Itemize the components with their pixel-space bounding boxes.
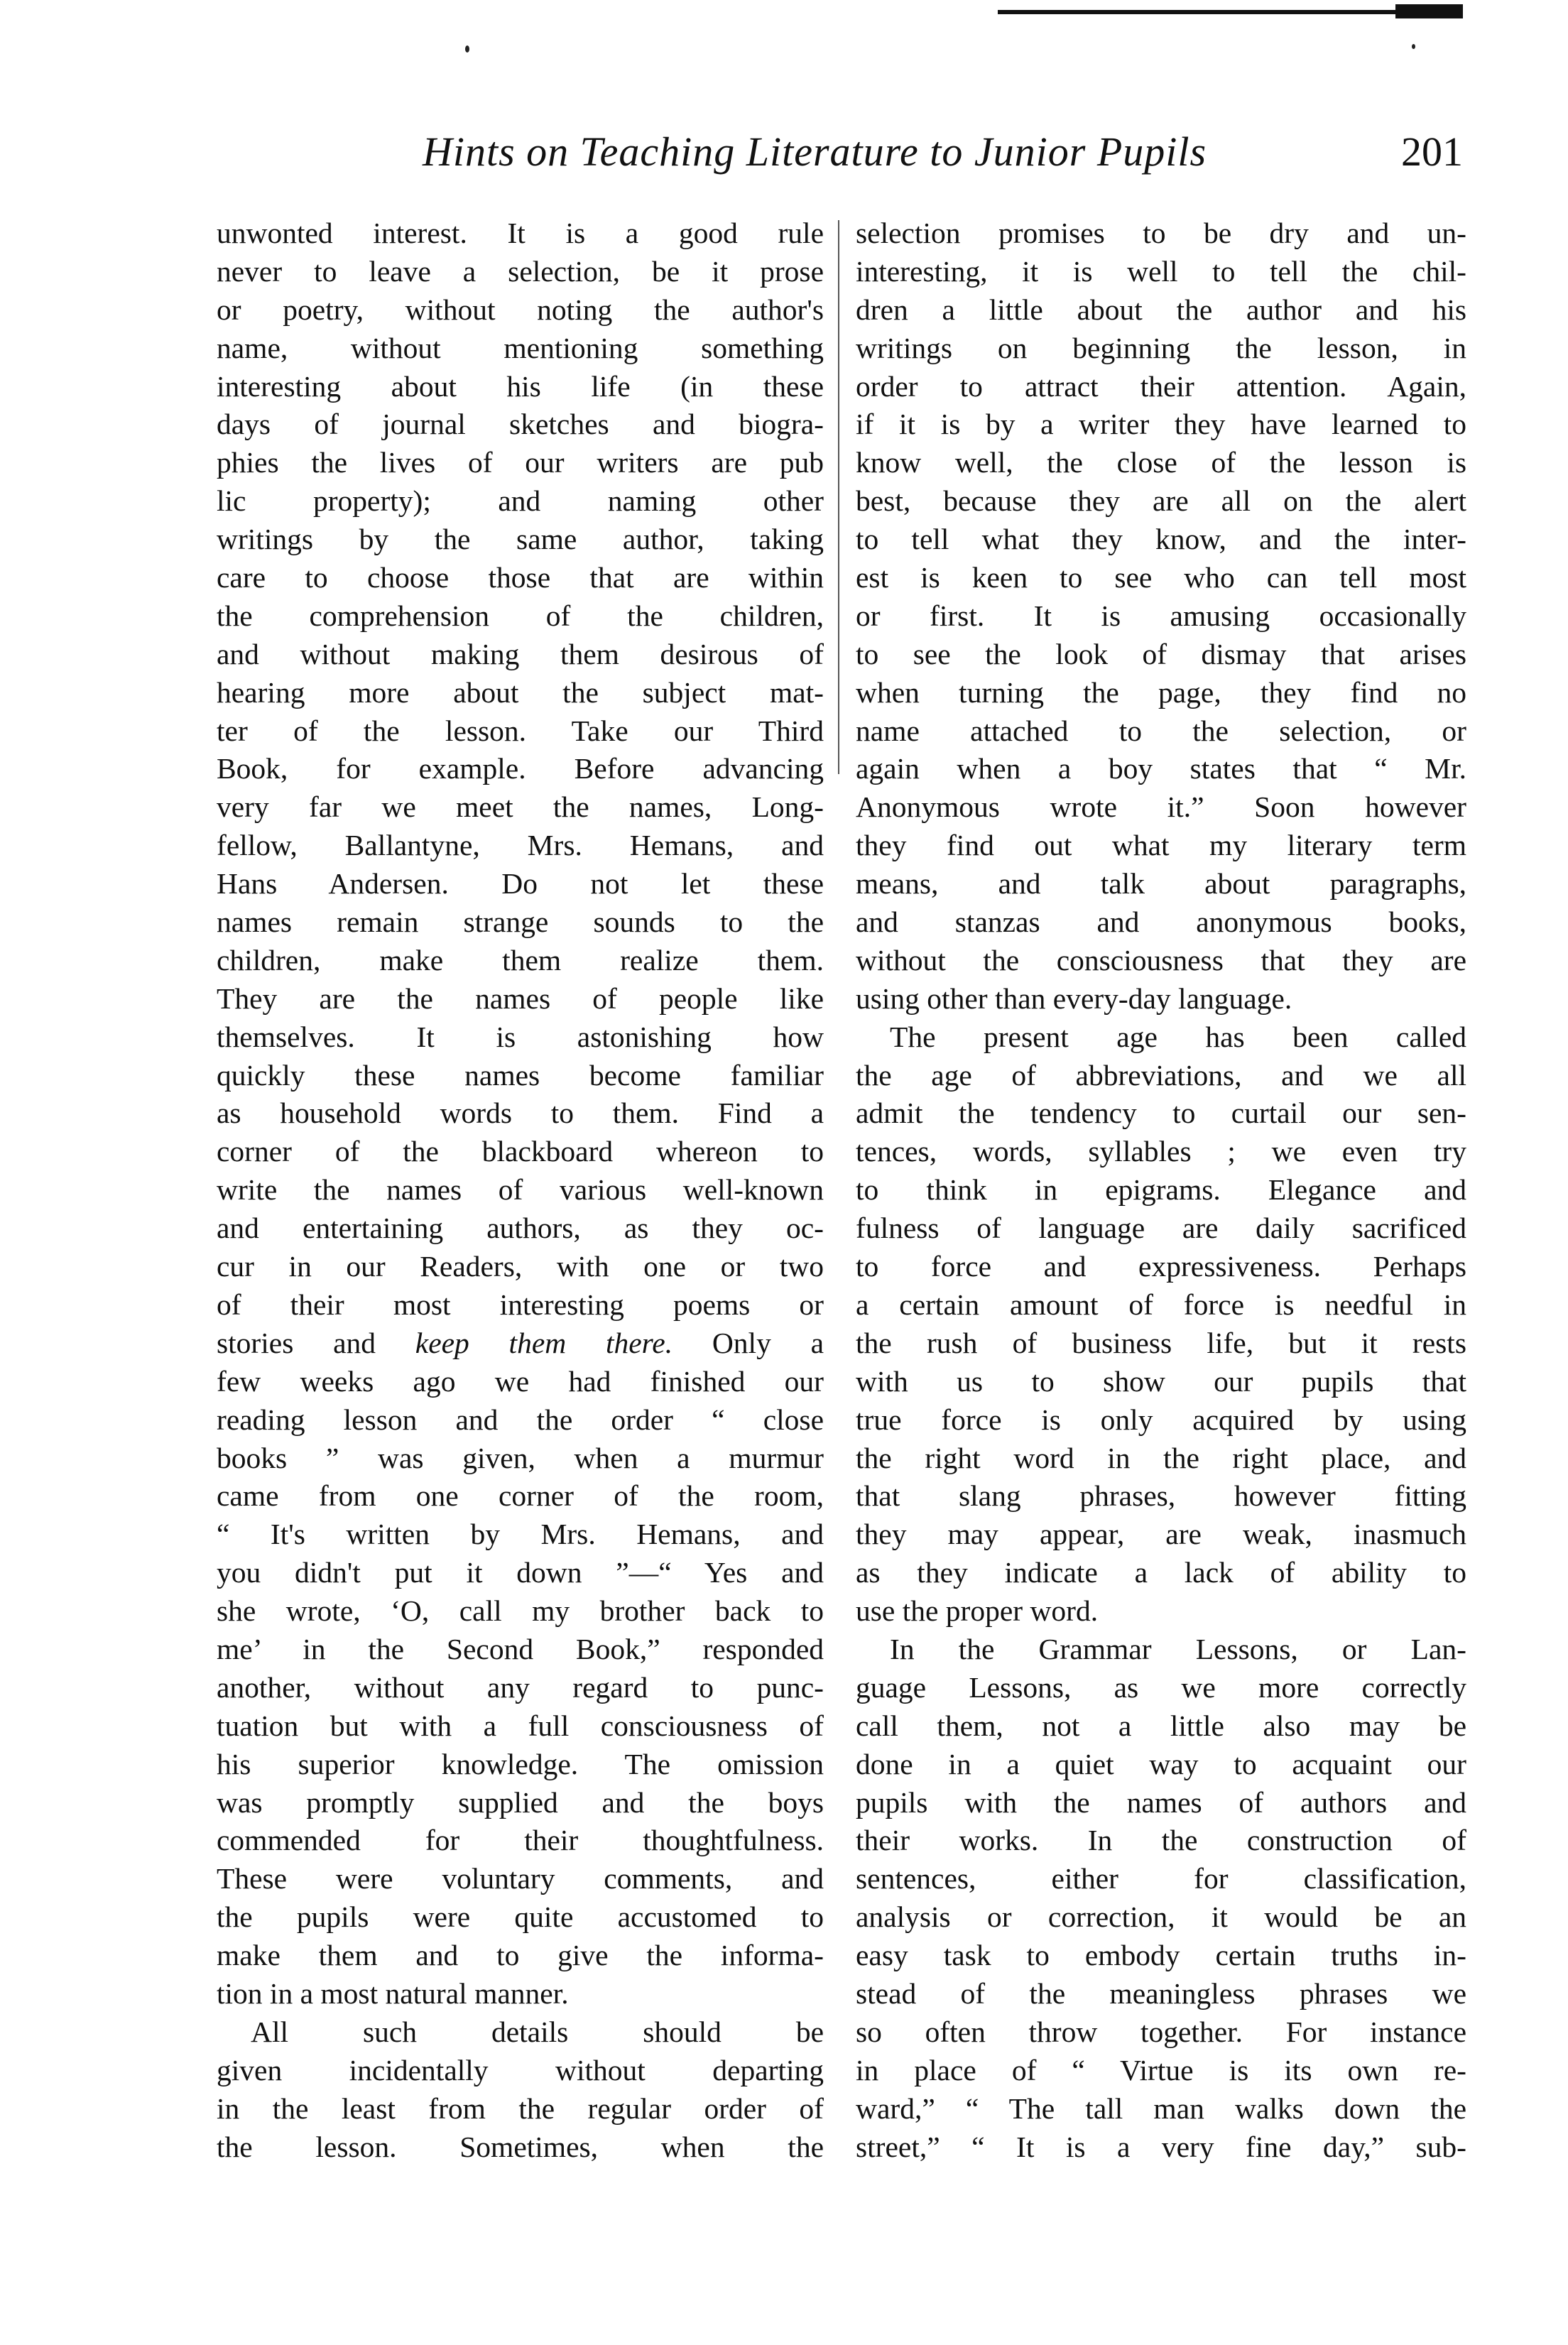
text-line: or first. It is amusing occasionally	[856, 599, 1466, 632]
text-line: easy task to embody certain truths in-	[856, 1939, 1466, 1972]
text-line: so often throw together. For instance	[856, 2015, 1466, 2048]
text-line: given incidentally without departing	[217, 2053, 824, 2086]
text-line: interesting about his life (in these	[217, 369, 824, 403]
text-line: know well, the close of the lesson is	[856, 446, 1466, 479]
text-line: corner of the blackboard whereon to	[217, 1135, 824, 1168]
text-line: hearing more about the subject mat-	[217, 675, 824, 709]
left-column	[217, 214, 824, 2166]
text-line: phies the lives of our writers are pub	[217, 446, 824, 479]
text-line: they find out what my literary term	[856, 829, 1466, 862]
text-line: was promptly supplied and the boys	[217, 1785, 824, 1819]
text-line: quickly these names become familiar	[217, 1058, 824, 1092]
text-line: Anonymous wrote it.” Soon however	[856, 790, 1466, 824]
text-line: the rush of business life, but it rests	[856, 1326, 1466, 1359]
text-line: as household words to them. Find a	[217, 1097, 824, 1130]
text-line: to think in epigrams. Elegance and	[856, 1173, 1466, 1207]
text-line: pupils with the names of authors and	[856, 1785, 1466, 1819]
text-line: they may appear, are weak, inasmuch	[856, 1518, 1466, 1551]
text-line: me’ in the Second Book,” responded	[217, 1632, 824, 1665]
column-divider	[838, 220, 839, 774]
text-line: name, without mentioning something	[217, 331, 824, 364]
text-line: best, because they are all on the alert	[856, 484, 1466, 518]
text-line: ward,” “ The tall man walks down the	[856, 2091, 1466, 2125]
text-line: the pupils were quite accustomed to	[217, 1900, 824, 1934]
text-segment: Only a	[673, 1326, 824, 1359]
text-line: their works. In the construction of	[856, 1824, 1466, 1857]
top-rule-end	[1395, 4, 1463, 18]
page-header	[423, 128, 1463, 185]
text-line: write the names of various well-known	[217, 1173, 824, 1207]
text-segment: stories and	[217, 1326, 415, 1359]
text-line: she wrote, ‘O, call my brother back to	[217, 1594, 824, 1628]
text-line: “ It's written by Mrs. Hemans, and	[217, 1518, 824, 1551]
text-line: books ” was given, when a murmur	[217, 1441, 824, 1474]
text-line: unwonted interest. It is a good rule	[217, 217, 824, 249]
text-line: the age of abbreviations, and we all	[856, 1058, 1466, 1092]
ink-speck	[1412, 44, 1415, 49]
text-line: call them, not a little also may be	[856, 1709, 1466, 1742]
text-line: sentences, either for classification,	[856, 1862, 1466, 1895]
text-line: of their most interesting poems or	[217, 1288, 824, 1321]
text-line: dren a little about the author and his	[856, 293, 1466, 326]
text-line: with us to show our pupils that	[856, 1364, 1466, 1398]
text-line: children, make them realize them.	[217, 943, 824, 976]
text-line: themselves. It is astonishing how	[217, 1020, 824, 1053]
text-line: name attached to the selection, or	[856, 714, 1466, 747]
text-line: another, without any regard to punc-	[217, 1670, 824, 1704]
text-line: in place of “ Virtue is its own re-	[856, 2053, 1466, 2086]
text-line: done in a quiet way to acquaint our	[856, 1747, 1466, 1780]
text-line: means, and talk about paragraphs,	[856, 867, 1466, 901]
text-line: selection promises to be dry and un-	[856, 217, 1466, 249]
text-line	[217, 1324, 824, 1363]
text-line: writings by the same author, taking	[217, 523, 824, 556]
text-line: true force is only acquired by using	[856, 1403, 1466, 1436]
text-line: street,” “ It is a very fine day,” sub-	[856, 2130, 1466, 2163]
text-line: interesting, it is well to tell the chil-	[856, 254, 1466, 288]
text-line: make them and to give the informa-	[217, 1939, 824, 1972]
text-line: to see the look of dismay that arises	[856, 637, 1466, 670]
text-line: names remain strange sounds to the	[217, 905, 824, 939]
text-line: These were voluntary comments, and	[217, 1862, 824, 1895]
text-line: fellow, Ballantyne, Mrs. Hemans, and	[217, 829, 824, 862]
top-rule	[998, 10, 1463, 14]
right-column	[856, 214, 1466, 2166]
text-line: est is keen to see who can tell most	[856, 561, 1466, 594]
text-line: as they indicate a lack of ability to	[856, 1556, 1466, 1589]
ink-speck	[465, 45, 469, 53]
text-line: All such details should be	[251, 2015, 824, 2048]
text-line: few weeks ago we had finished our	[217, 1364, 824, 1398]
text-line: analysis or correction, it would be an	[856, 1900, 1466, 1934]
text-line: the comprehension of the children,	[217, 599, 824, 632]
text-line: The present age has been called	[890, 1020, 1466, 1053]
text-line: guage Lessons, as we more correctly	[856, 1670, 1466, 1704]
text-line: came from one corner of the room,	[217, 1479, 824, 1513]
text-line: you didn't put it down ”—“ Yes and	[217, 1556, 824, 1589]
text-line: They are the names of people like	[217, 981, 824, 1015]
text-line: or poetry, without noting the author's	[217, 293, 824, 326]
text-line: lic property); and naming other	[217, 484, 824, 518]
text-line: tences, words, syllables ; we even try	[856, 1135, 1466, 1168]
text-line: when turning the page, they find no	[856, 675, 1466, 709]
text-line: a certain amount of force is needful in	[856, 1288, 1466, 1321]
text-line: care to choose those that are within	[217, 561, 824, 594]
text-line: the lesson. Sometimes, when the	[217, 2130, 824, 2163]
text-line: stead of the meaningless phrases we	[856, 1976, 1466, 2010]
text-line: In the Grammar Lessons, or Lan-	[890, 1632, 1466, 1665]
text-line: and stanzas and anonymous books,	[856, 905, 1466, 939]
page-number: 201	[1401, 129, 1463, 175]
text-line: his superior knowledge. The omission	[217, 1747, 824, 1780]
text-line: reading lesson and the order “ close	[217, 1403, 824, 1436]
running-head: Hints on Teaching Literature to Junior Pupils	[423, 129, 1207, 175]
text-line: to tell what they know, and the inter-	[856, 523, 1466, 556]
text-line: very far we meet the names, Long-	[217, 790, 824, 824]
text-line: fulness of language are daily sacrificed	[856, 1212, 1466, 1245]
text-line: and entertaining authors, as they oc-	[217, 1212, 824, 1245]
text-line: writings on beginning the lesson, in	[856, 331, 1466, 364]
text-line: that slang phrases, however fitting	[856, 1479, 1466, 1513]
text-line: and without making them desirous of	[217, 637, 824, 670]
text-line: tion in a most natural manner.	[217, 1976, 569, 2010]
text-line: use the proper word.	[856, 1594, 1099, 1628]
text-line: commended for their thoughtfulness.	[217, 1824, 824, 1857]
text-line: if it is by a writer they have learned to	[856, 408, 1466, 441]
text-line: in the least from the regular order of	[217, 2091, 824, 2125]
text-line: Hans Andersen. Do not let these	[217, 867, 824, 901]
italic-emphasis: keep them there.	[415, 1326, 673, 1359]
text-line: to force and expressiveness. Perhaps	[856, 1250, 1466, 1283]
text-line: the right word in the right place, and	[856, 1441, 1466, 1474]
text-line: without the consciousness that they are	[856, 943, 1466, 976]
text-line: order to attract their attention. Again,	[856, 369, 1466, 403]
text-line: admit the tendency to curtail our sen-	[856, 1097, 1466, 1130]
text-line: days of journal sketches and biogra-	[217, 408, 824, 441]
text-line: never to leave a selection, be it prose	[217, 254, 824, 288]
text-line: Book, for example. Before advancing	[217, 752, 824, 785]
text-line: tuation but with a full consciousness of	[217, 1709, 824, 1742]
text-line: cur in our Readers, with one or two	[217, 1250, 824, 1283]
text-line: ter of the lesson. Take our Third	[217, 714, 824, 747]
text-line: using other than every-day language.	[856, 981, 1292, 1015]
text-line: again when a boy states that “ Mr.	[856, 752, 1466, 785]
